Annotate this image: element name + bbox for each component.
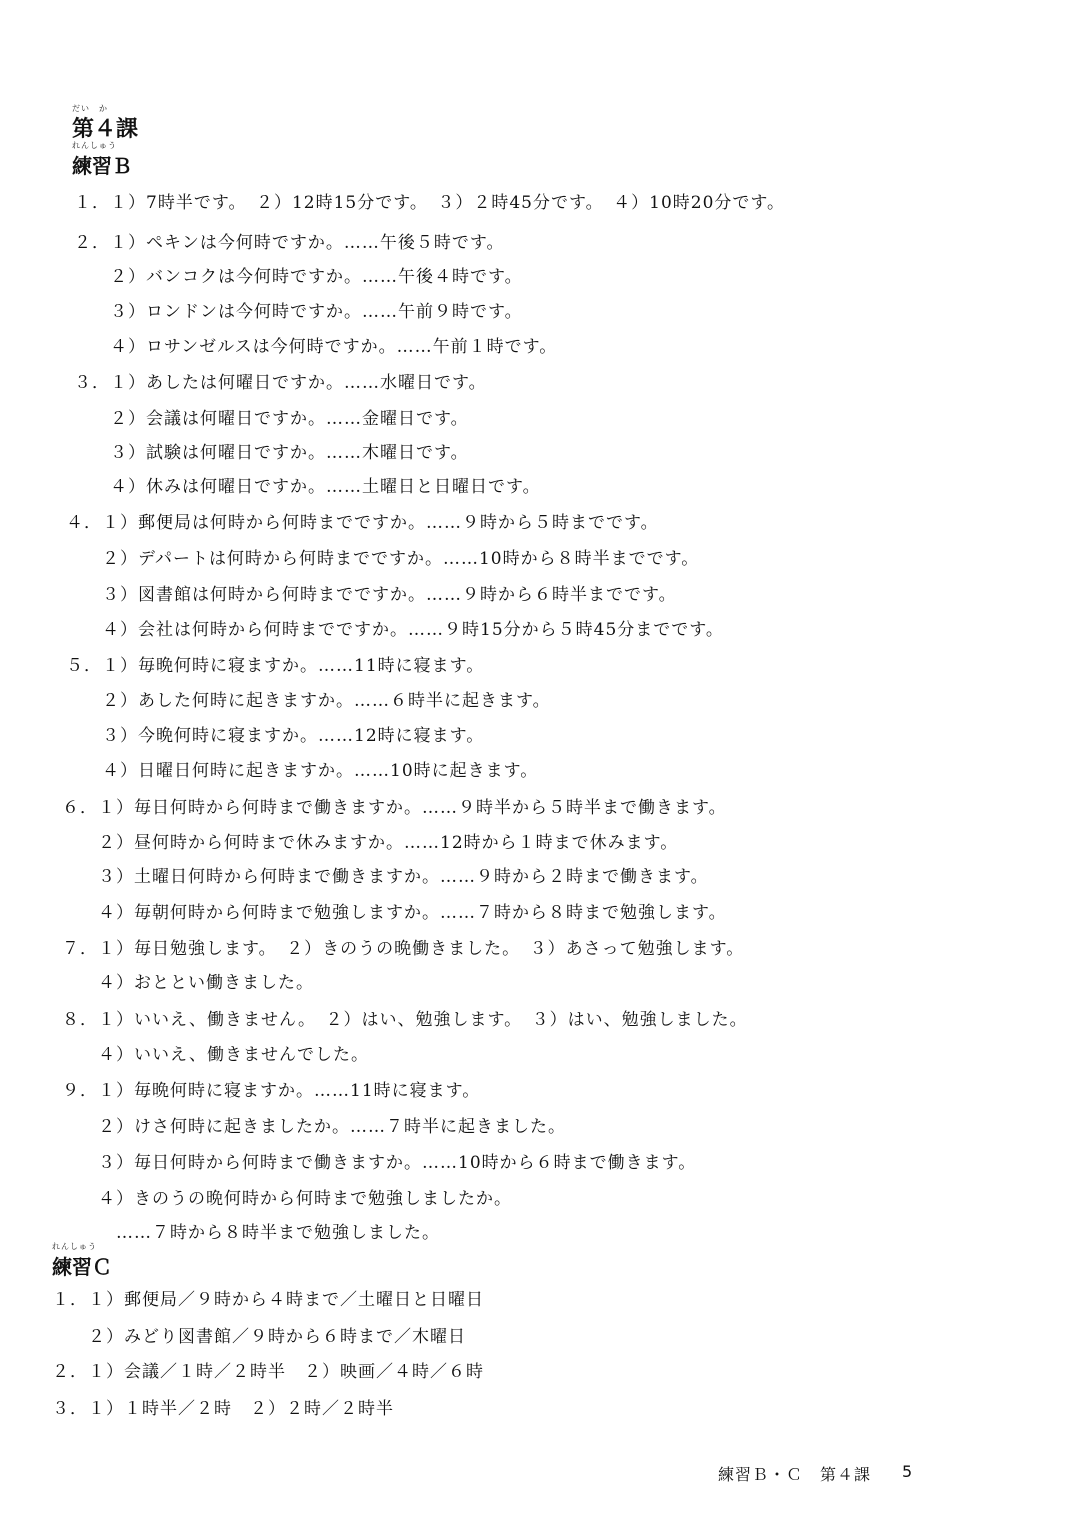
exercise-b-line: ８．１）いいえ、働きません。 ２）はい、勉強します。 ３）はい、勉強しました。: [62, 1010, 748, 1030]
exercise-c-line: ２）みどり図書館／９時から６時まで／木曜日: [52, 1327, 466, 1347]
exercise-c-line: １．１）郵便局／９時から４時まで／土曜日と日曜日: [52, 1290, 484, 1310]
exercise-b-line: ２）けさ何時に起きましたか。……７時半に起きました。: [62, 1117, 566, 1137]
exercise-b-line: ２）バンコクは今何時ですか。……午後４時です。: [74, 267, 523, 287]
exercise-b-line: ４）きのうの晩何時から何時まで勉強しましたか。: [62, 1189, 512, 1209]
section-b-reading: れんしゅう: [72, 141, 117, 150]
exercise-b-line: ２）デパートは何時から何時までですか。……10時から８時半までです。: [66, 549, 700, 569]
exercise-b-line: ３）土曜日何時から何時まで働きますか。……９時から２時まで働きます。: [62, 867, 709, 887]
exercise-b-line: ２）あした何時に起きますか。……６時半に起きます。: [66, 691, 551, 711]
exercise-b-line: ７．１）毎日勉強します。 ２）きのうの晩働きました。 ３）あさって勉強します。: [62, 939, 745, 959]
exercise-b-line: ４）会社は何時から何時までですか。……９時15分から５時45分までです。: [66, 620, 724, 640]
exercise-b-line: ３）ロンドンは今何時ですか。……午前９時です。: [74, 302, 523, 322]
exercise-b-line: ３．１）あしたは何曜日ですか。……水曜日です。: [74, 373, 487, 393]
exercise-b-line: ６．１）毎日何時から何時まで働きますか。……９時半から５時半まで働きます。: [62, 798, 727, 818]
exercise-b-line: ４）毎朝何時から何時まで勉強しますか。……７時から８時まで勉強します。: [62, 903, 727, 923]
exercise-b-line: ４）ロサンゼルスは今何時ですか。……午前１時です。: [74, 337, 558, 357]
lesson-title-reading: だい か: [72, 104, 108, 113]
exercise-b-line: ４）いいえ、働きませんでした。: [62, 1045, 370, 1065]
exercise-b-line: ９．１）毎晩何時に寝ますか。……11時に寝ます。: [62, 1081, 481, 1101]
exercise-c-line: ２．１）会議／１時／２時半 ２）映画／４時／６時: [52, 1362, 484, 1382]
exercise-b-line: ５．１）毎晩何時に寝ますか。……11時に寝ます。: [66, 656, 485, 676]
exercise-c-line: ３．１）１時半／２時 ２）２時／２時半: [52, 1399, 394, 1419]
exercise-b-line: ……７時から８時半まで勉強しました。: [62, 1223, 440, 1243]
lesson-title: 第４課: [72, 117, 139, 142]
exercise-b-line: ２）昼何時から何時まで休みますか。……12時から１時まで休みます。: [62, 833, 679, 853]
exercise-b-line: ２）会議は何曜日ですか。……金曜日です。: [74, 409, 469, 429]
exercise-b-line: １．１）7時半です。 ２）12時15分です。 ３）２時45分です。 ４）10時20分です。: [74, 193, 786, 213]
section-b-title: 練習Ｂ: [72, 154, 132, 178]
section-c-title: 練習Ｃ: [52, 1255, 112, 1279]
exercise-b-line: ４）おととい働きました。: [62, 973, 314, 993]
exercise-b-line: ２．１）ペキンは今何時ですか。……午後５時です。: [74, 233, 505, 253]
exercise-b-line: ３）毎日何時から何時まで働きますか。……10時から６時まで働きます。: [62, 1153, 697, 1173]
exercise-b-line: ４）休みは何曜日ですか。……土曜日と日曜日です。: [74, 477, 541, 497]
page-number: 5: [902, 1462, 913, 1481]
exercise-b-line: ４）日曜日何時に起きますか。……10時に起きます。: [66, 761, 539, 781]
footer-label: 練習Ｂ・Ｃ 第４課: [718, 1465, 872, 1484]
exercise-b-line: ３）図書館は何時から何時までですか。……９時から６時半までです。: [66, 585, 677, 605]
exercise-b-line: ３）今晩何時に寝ますか。……12時に寝ます。: [66, 726, 485, 746]
section-c-reading: れんしゅう: [52, 1242, 97, 1251]
exercise-b-line: ３）試験は何曜日ですか。……木曜日です。: [74, 443, 469, 463]
exercise-b-line: ４．１）郵便局は何時から何時までですか。……９時から５時までです。: [66, 513, 659, 533]
